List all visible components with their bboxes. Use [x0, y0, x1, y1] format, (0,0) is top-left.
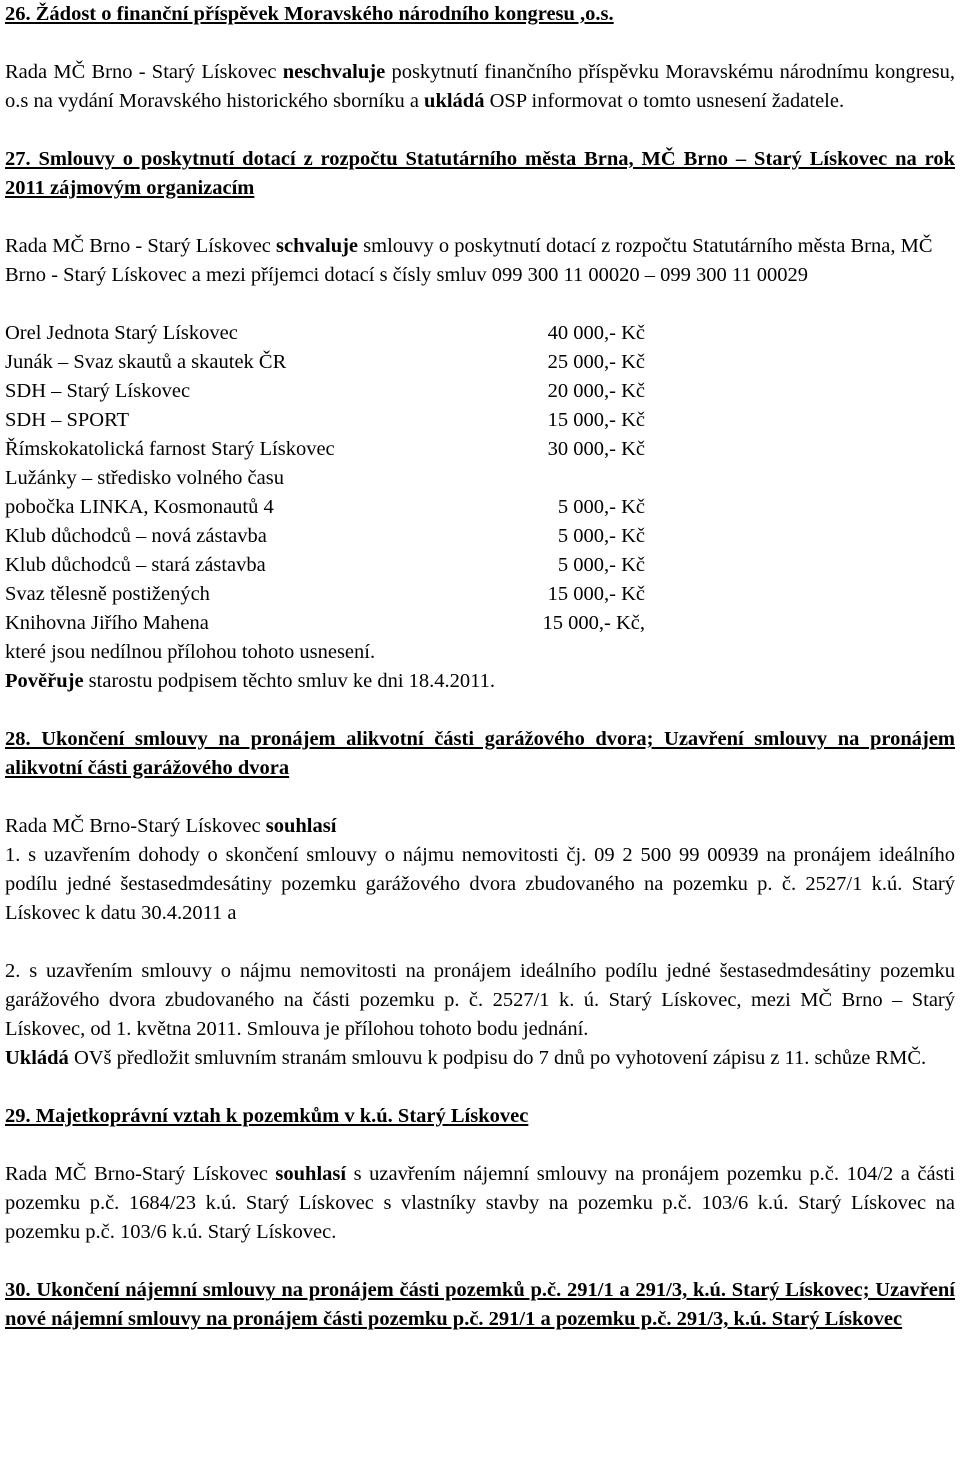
- grants-table: [5, 319, 955, 638]
- table-row: pobočka LINKA, Kosmonautů 4 5 000,- Kč: [5, 496, 645, 518]
- table-row: Junák – Svaz skautů a skautek ČR 25 000,- Kč: [5, 351, 645, 373]
- table-row: Knihovna Jiřího Mahena 15 000,- Kč,: [5, 612, 645, 634]
- table-row: SDH – Starý Lískovec 20 000,- Kč: [5, 380, 645, 402]
- section-30-title: 30. Ukončení nájemní smlouvy na pronájem části pozemků p.č. 291/1 a 291/3, k.ú. Starý Lískovec; Uzavření nové nájemní smlouvy na pronájem části pozemku p.č. 291/1 a pozemku p.č. 291/3, k.ú. Starý Lískovec: [5, 1279, 955, 1330]
- section-29-resolution: Rada MČ Brno-Starý Lískovec souhlasí s uzavřením nájemní smlouvy na pronájem pozemku p.č. 104/2 a části pozemku p.č. 1684/23 k.ú. Starý Lískovec s vlastníky stavby na pozemku p.č. 103/6 k.ú. Starý Lískovec na pozemku p.č. 103/6 k.ú. Starý Lískovec.: [5, 1163, 956, 1243]
- section-28-title: 28. Ukončení smlouvy na pronájem alikvotní části garážového dvora; Uzavření smlouvy na pronájem alikvotní části garážového dvora: [5, 728, 955, 779]
- section-28-resolution: Rada MČ Brno-Starý Lískovec souhlasí: [5, 815, 337, 837]
- document-page: [5, 0, 955, 1334]
- section-27-mandate: Pověřuje starostu podpisem těchto smluv ke dni 18.4.2011.: [5, 670, 496, 692]
- keyword-uklada: Ukládá: [5, 1047, 69, 1069]
- table-row: Svaz tělesně postižených 15 000,- Kč: [5, 583, 645, 605]
- section-28-item-2: 2. s uzavřením smlouvy o nájmu nemovitosti na pronájem ideálního podílu jedné šestasedmdesátiny pozemku garážového dvora zbudovaného na části pozemku p. č. 2527/1 k. ú. Starý Lískovec, mezi MČ Brno – Starý Lískovec, od 1. května 2011. Smlouva je přílohou tohoto bodu jednání.: [5, 960, 955, 1040]
- section-26-resolution: Rada MČ Brno - Starý Lískovec neschvaluje poskytnutí finančního příspěvku Moravskému národnímu kongresu, o.s na vydání Moravského historického sborníku a ukládá OSP informovat o tomto usnesení žadatele.: [5, 61, 955, 112]
- section-28-task: Ukládá OVš předložit smluvním stranám smlouvu k podpisu do 7 dnů po vyhotovení zápisu z 11. schůze RMČ.: [5, 1047, 927, 1069]
- section-27-title: 27. Smlouvy o poskytnutí dotací z rozpočtu Statutárního města Brna, MČ Brno – Starý Lískovec na rok 2011 zájmovým organizacím: [5, 148, 955, 199]
- keyword-souhlasi: souhlasí: [265, 815, 337, 837]
- section-27-attachment-note: které jsou nedílnou přílohou tohoto usnesení.: [5, 641, 376, 663]
- table-row: Lužánky – středisko volného času: [5, 467, 284, 489]
- section-28-item-1: 1. s uzavřením dohody o skončení smlouvy o nájmu nemovitosti čj. 09 2 500 99 00939 na pronájem ideálního podílu jedné šestasedmdesátiny pozemku garážového dvora zbudovaného na pozemku p. č. 2527/1 k.ú. Starý Lískovec k datu 30.4.2011 a: [5, 844, 955, 924]
- section-27-resolution: Rada MČ Brno - Starý Lískovec schvaluje smlouvy o poskytnutí dotací z rozpočtu Statutárního města Brna, MČ Brno - Starý Lískovec a mezi příjemci dotací s čísly smluv 099 300 11 00020 – 099 300 11 00029: [5, 235, 933, 286]
- table-row: Klub důchodců – nová zástavba 5 000,- Kč: [5, 525, 645, 547]
- keyword-souhlasi: souhlasí: [275, 1163, 347, 1185]
- keyword-neschvaluje: neschvaluje: [282, 61, 386, 83]
- table-row: Klub důchodců – stará zástavba 5 000,- Kč: [5, 554, 645, 576]
- table-row: Orel Jednota Starý Lískovec 40 000,- Kč: [5, 322, 645, 344]
- section-26-title: 26. Žádost o finanční příspěvek Moravského národního kongresu ,o.s.: [5, 3, 614, 25]
- keyword-uklada: ukládá: [424, 90, 485, 112]
- table-row: Římskokatolická farnost Starý Lískovec 30 000,- Kč: [5, 438, 645, 460]
- keyword-poveruje: Pověřuje: [5, 670, 84, 692]
- keyword-schvaluje: schvaluje: [276, 235, 359, 257]
- section-29-title: 29. Majetkoprávní vztah k pozemkům v k.ú. Starý Lískovec: [5, 1105, 529, 1127]
- table-row: SDH – SPORT 15 000,- Kč: [5, 409, 645, 431]
